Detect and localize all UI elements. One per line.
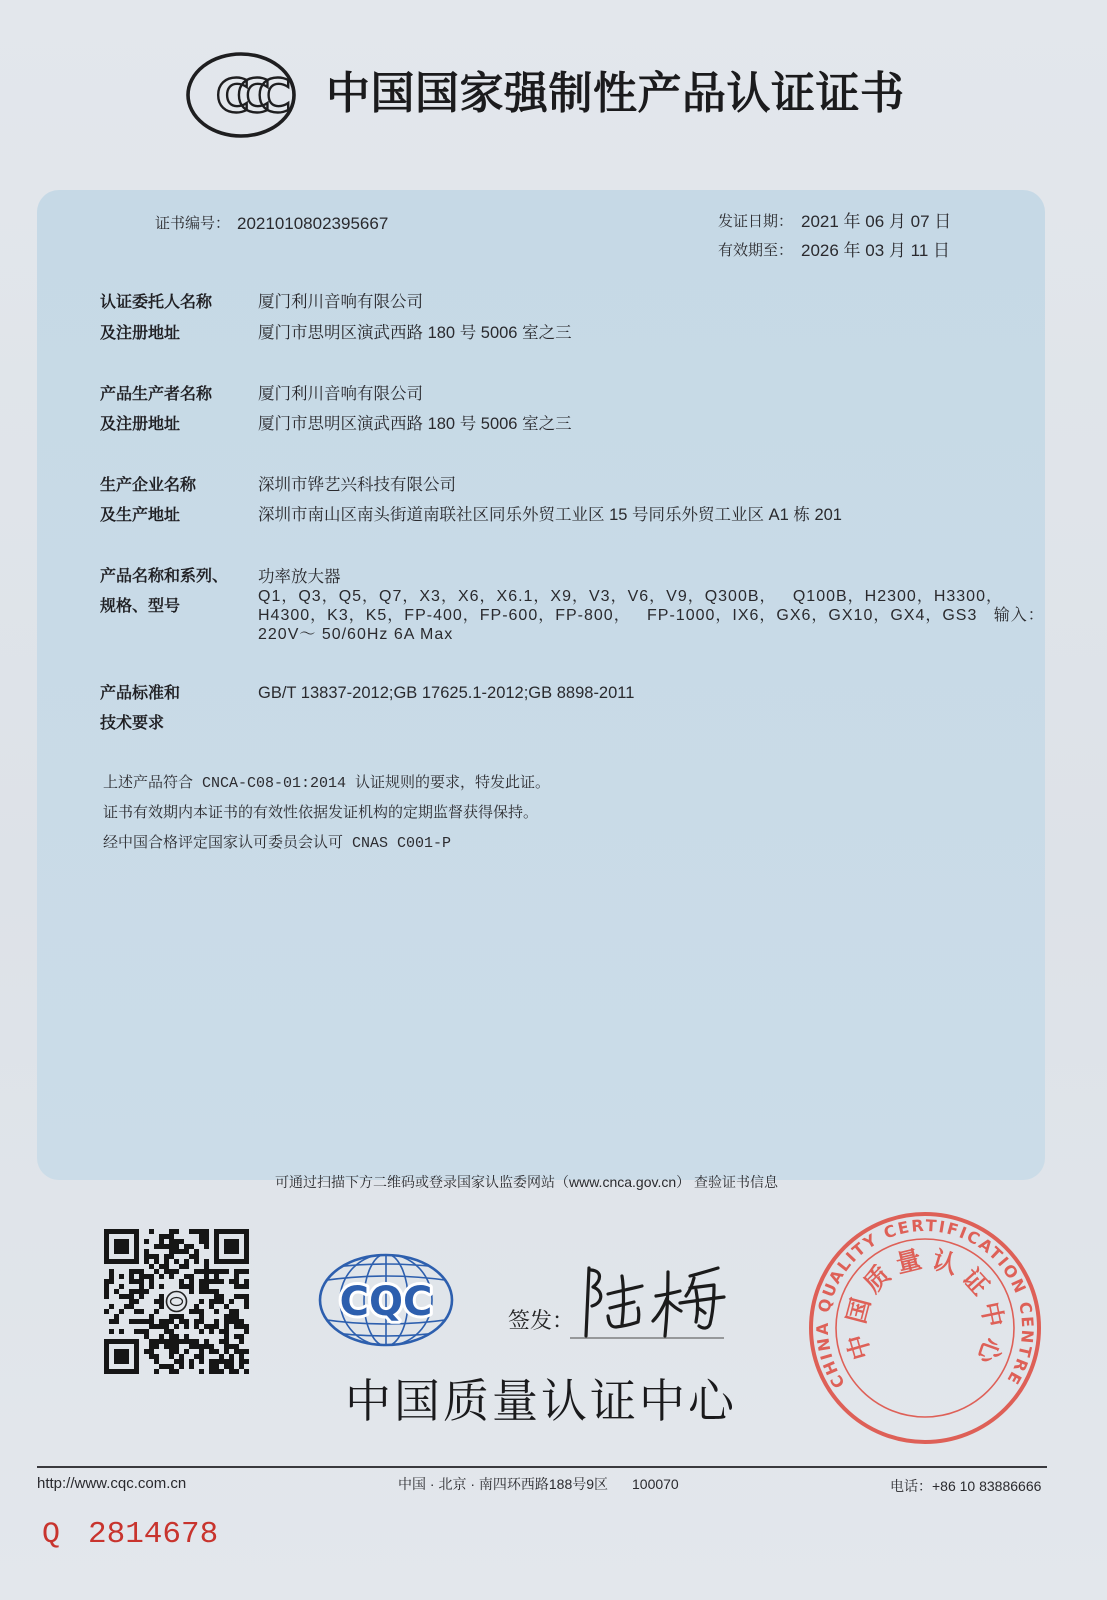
client-label-2: 及注册地址 bbox=[100, 323, 181, 342]
manufacturer-label-2: 及注册地址 bbox=[100, 414, 181, 433]
serial-number: 2814678 bbox=[88, 1517, 219, 1552]
factory-address: 深圳市南山区南头街道南联社区同乐外贸工业区 15 号同乐外贸工业区 A1 栋 201 bbox=[258, 506, 842, 524]
valid-until-label: 有效期至： bbox=[718, 241, 794, 259]
product-models-line: 220V～ 50/60Hz 6A Max bbox=[258, 626, 454, 643]
seal-outer-ring bbox=[811, 1214, 1039, 1442]
qr-code bbox=[103, 1228, 250, 1375]
signature bbox=[570, 1256, 730, 1342]
factory-name: 深圳市铧艺兴科技有限公司 bbox=[258, 476, 456, 494]
footer-phone: 电话：+86 10 83886666 bbox=[890, 1478, 1042, 1494]
product-label-1: 产品名称和系列、 bbox=[100, 566, 229, 585]
issue-date-label: 发证日期： bbox=[718, 212, 794, 230]
statement-line: 上述产品符合 CNCA-C08-01:2014 认证规则的要求，特发此证。 bbox=[103, 775, 551, 792]
issue-date: 2021 年 06 月 07 日 bbox=[801, 212, 952, 231]
statement-line: 证书有效期内本证书的有效性依据发证机构的定期监督获得保持。 bbox=[103, 805, 539, 822]
factory-label-2: 及生产地址 bbox=[100, 505, 181, 524]
seal-outer-text-path: CHINA QUALITY CERTIFICATION CENTRE bbox=[812, 1215, 1038, 1392]
verify-note: 可通过扫描下方二维码或登录国家认监委网站（www.cnca.gov.cn） 查验证书信息 bbox=[275, 1174, 779, 1190]
standards-label-1: 产品标准和 bbox=[100, 683, 181, 702]
footer-divider bbox=[37, 1466, 1047, 1468]
factory-label-1: 生产企业名称 bbox=[100, 475, 197, 494]
manufacturer-address: 厦门市思明区演武西路 180 号 5006 室之三 bbox=[258, 415, 572, 433]
signature-strokes bbox=[586, 1268, 724, 1336]
standards-value: GB/T 13837-2012;GB 17625.1-2012;GB 8898-2011 bbox=[258, 684, 635, 702]
client-label-1: 认证委托人名称 bbox=[100, 292, 213, 311]
standards-label-2: 技术要求 bbox=[100, 713, 165, 732]
cqc-logo bbox=[316, 1251, 456, 1349]
product-models-line: Q1，Q3，Q5，Q7，X3，X6，X6.1，X9，V3，V6，V9，Q300B， Q100B，H2300，H3300， bbox=[258, 588, 1003, 605]
issuer-org-name: 中国质量认证中心 bbox=[345, 1374, 737, 1428]
seal-inner-text bbox=[842, 1244, 1009, 1368]
client-address: 厦门市思明区演武西路 180 号 5006 室之三 bbox=[258, 324, 572, 342]
product-name: 功率放大器 bbox=[258, 568, 341, 586]
product-label-2: 规格、型号 bbox=[100, 596, 181, 615]
client-name: 厦门利川音响有限公司 bbox=[258, 293, 423, 311]
valid-until: 2026 年 03 月 11 日 bbox=[801, 241, 950, 260]
sign-label: 签发： bbox=[508, 1309, 575, 1334]
cqc-logo-text: CQC bbox=[339, 1279, 433, 1325]
seal-inner-text-path: 中国质量认证中心 bbox=[841, 1244, 1009, 1368]
manufacturer-label-1: 产品生产者名称 bbox=[100, 384, 213, 403]
ccc-logo bbox=[184, 51, 298, 139]
footer-address: 中国 · 北京 · 南四环西路188号9区 bbox=[398, 1476, 609, 1492]
manufacturer-name: 厦门利川音响有限公司 bbox=[258, 385, 423, 403]
ccc-logo-text: CCC bbox=[215, 69, 279, 123]
certificate-title: 中国国家强制性产品认证证书 bbox=[326, 68, 905, 119]
product-models-line: H4300，K3，K5，FP-400，FP-600，FP-800， FP-1000，IX6，GX6，GX10，GX4，GS3 输入： bbox=[258, 607, 1045, 624]
serial-prefix: Q bbox=[42, 1518, 61, 1552]
qr-center-emblem-background bbox=[164, 1289, 189, 1314]
cert-number: 2021010802395667 bbox=[237, 214, 389, 233]
statement-line: 经中国合格评定国家认可委员会认可 CNAS C001-P bbox=[103, 835, 452, 852]
official-seal bbox=[806, 1207, 1044, 1449]
cert-number-label: 证书编号： bbox=[155, 214, 231, 232]
footer-website: http://www.cqc.com.cn bbox=[37, 1475, 187, 1492]
footer-postcode: 100070 bbox=[632, 1476, 679, 1492]
